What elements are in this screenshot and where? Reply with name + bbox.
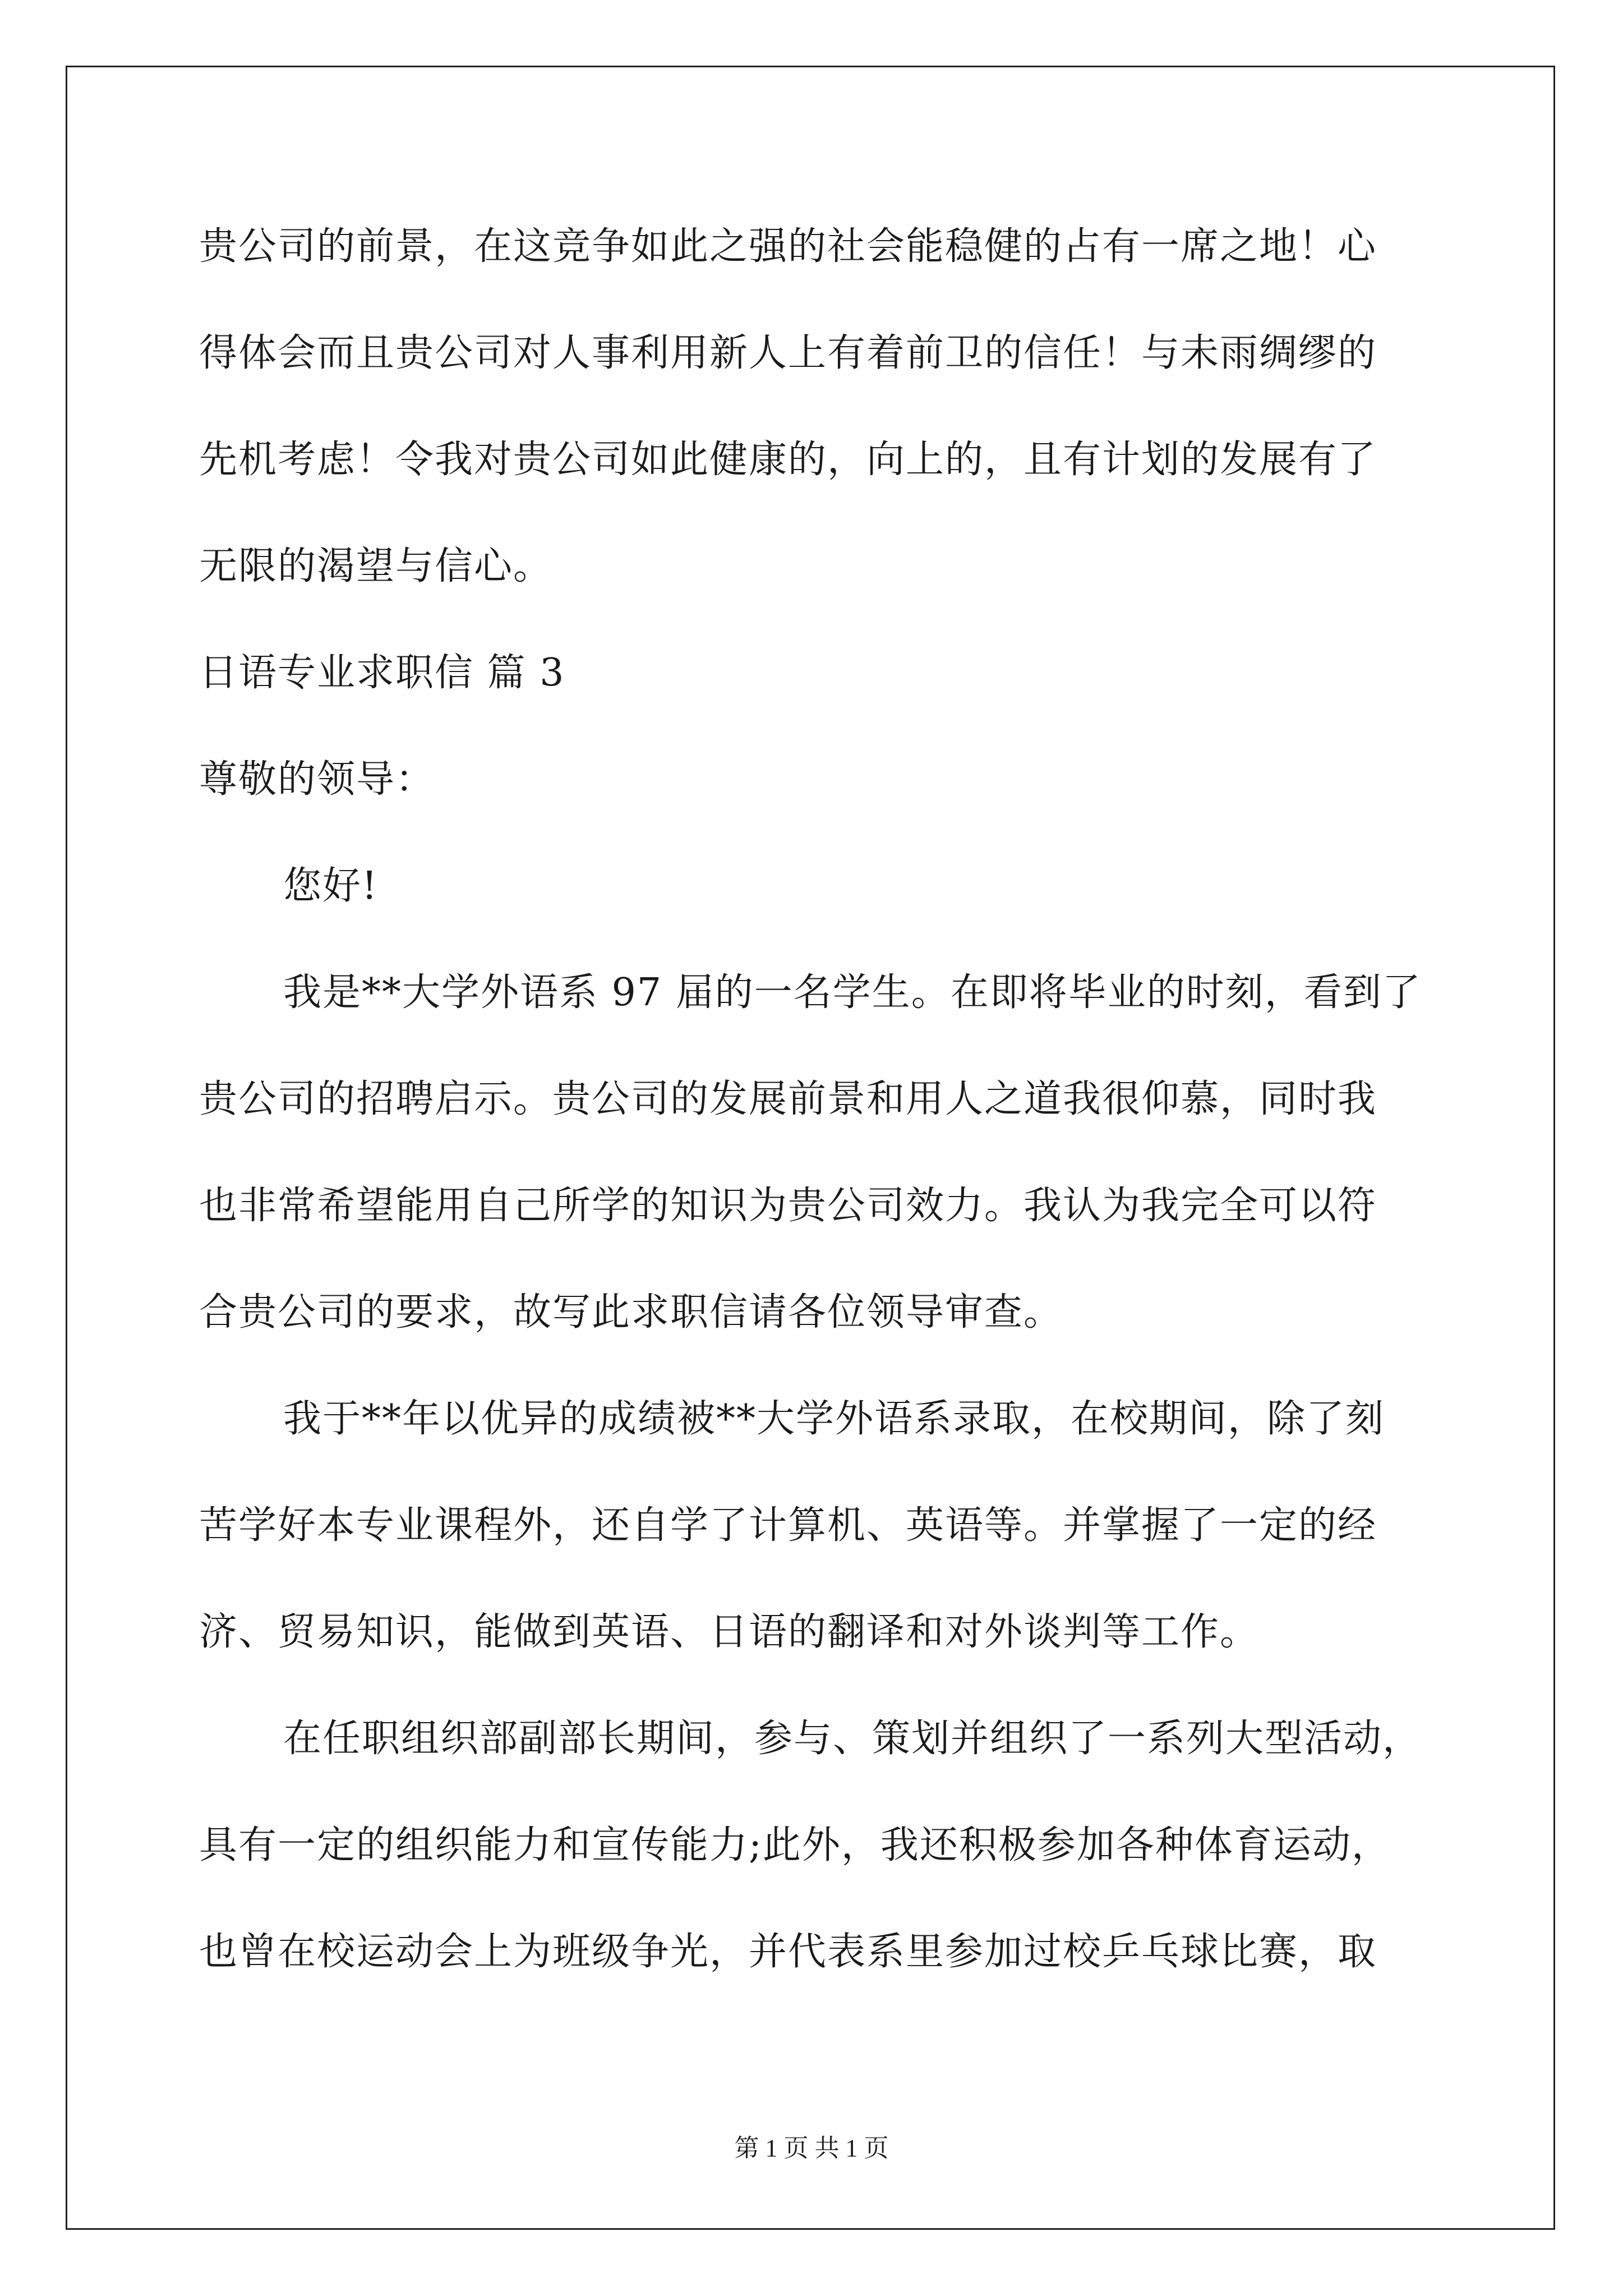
paragraph-line: 具有一定的组织能力和宣传能力;此外，我还积极参加各种体育运动， xyxy=(199,1823,1391,1867)
paragraph-line: 无限的渴望与信心。 xyxy=(199,544,553,588)
greeting: 您好! xyxy=(283,864,379,908)
paragraph-line: 先机考虑！令我对贵公司如此健康的，向上的，且有计划的发展有了 xyxy=(199,438,1377,482)
paragraph-line: 合贵公司的要求，故写此求职信请各位领导审查。 xyxy=(199,1290,1063,1335)
paragraph-line: 得体会而且贵公司对人事利用新人上有着前卫的信任！与未雨绸缪的 xyxy=(199,331,1377,375)
paragraph-line: 贵公司的前景，在这竞争如此之强的社会能稳健的占有一席之地！心 xyxy=(199,224,1377,269)
paragraph-line: 在任职组织部副部长期间，参与、策划并组织了一系列大型活动， xyxy=(283,1717,1422,1761)
section-heading: 日语专业求职信 篇 3 xyxy=(199,651,565,695)
paragraph-line: 济、贸易知识，能做到英语、日语的翻译和对外谈判等工作。 xyxy=(199,1610,1260,1654)
paragraph-line: 也非常希望能用自己所学的知识为贵公司效力。我认为我完全可以符 xyxy=(199,1184,1377,1228)
paragraph-line: 我于**年以优异的成绩被**大学外语系录取，在校期间，除了刻 xyxy=(283,1397,1385,1441)
page-border xyxy=(66,66,1555,2230)
salutation: 尊敬的领导： xyxy=(199,757,435,802)
page-footer: 第 1 页 共 1 页 xyxy=(734,2134,889,2162)
paragraph-line: 贵公司的招聘启示。贵公司的发展前景和用人之道我很仰慕，同时我 xyxy=(199,1077,1377,1121)
paragraph-line: 苦学好本专业课程外，还自学了计算机、英语等。并掌握了一定的经 xyxy=(199,1503,1377,1548)
paragraph-line: 也曾在校运动会上为班级争光，并代表系里参加过校乒乓球比赛，取 xyxy=(199,1930,1377,1974)
paragraph-line: 我是**大学外语系 97 届的一名学生。在即将毕业的时刻，看到了 xyxy=(283,970,1422,1015)
